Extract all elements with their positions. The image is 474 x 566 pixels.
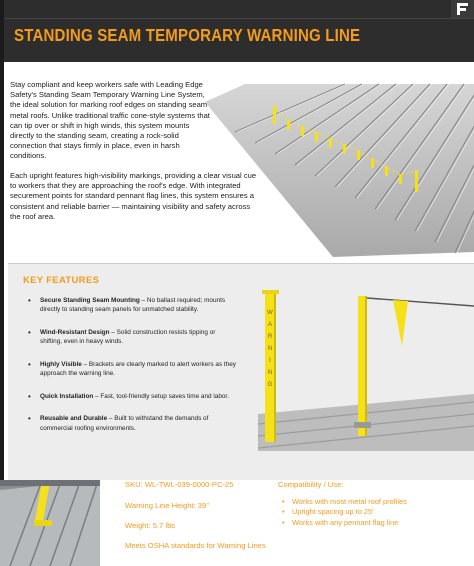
intro-paragraph-2: Each upright features high-visibility markings, providing a clear visual cue to workers that they are approaching the roof's edge. With integrated securement points for standard pennant flag lines, this system ensures a consistent and reliable barrier — maintaining visibility and safety across the roof area. — [10, 171, 257, 221]
brand-logo-icon — [451, 0, 474, 18]
feature-name: Highly Visible — [40, 360, 82, 368]
header-bar — [0, 0, 474, 62]
feature-item — [26, 360, 236, 378]
roof-illustration — [205, 82, 474, 257]
feature-item — [26, 414, 236, 432]
compatibility-item: • Upright spacing up to 25' — [282, 507, 407, 517]
header-rule — [0, 18, 474, 19]
feature-name: Reusable and Durable — [40, 415, 108, 423]
section-divider — [8, 263, 474, 264]
feature-item — [26, 328, 236, 346]
key-features-title: KEY FEATURES — [23, 275, 100, 286]
post-warning-label: W A R N I N G — [267, 310, 273, 388]
sku-text: SKU: WL-TWL-039-0000-PC-25 — [125, 480, 234, 489]
spec-height: Warning Line Height: 39" — [125, 501, 209, 510]
upright-post-photo — [258, 284, 474, 451]
feature-list — [26, 296, 236, 446]
page-title: STANDING SEAM TEMPORARY WARNING LINE — [14, 25, 361, 45]
feature-desc: – Solid construction resists tipping or shifting, even in heavy winds. — [40, 328, 216, 346]
intro-paragraph-1: Stay compliant and keep workers safe with Leading Edge Safety's Standing Seam Temporary Warning Line System, the ideal solution for marking roof edges on standing seam metal roofs. Unlike traditional traffic cone-style systems that can tip over or shift in high winds, this system mounts directly to the standing seam, creating a rock-solid connection that stays firmly in place, even in harsh conditions. — [10, 80, 210, 161]
feature-item — [26, 392, 236, 401]
compatibility-item: • Works with most metal roof profiles — [282, 497, 407, 507]
feature-name: Wind-Resistant Design — [40, 328, 110, 336]
compatibility-item: • Works with any pennant flag line — [282, 518, 407, 528]
feature-name: Secure Standing Seam Mounting — [40, 297, 140, 304]
spec-weight: Weight: 5.7 lbs — [125, 521, 176, 530]
intro-text — [10, 80, 215, 170]
feature-item — [26, 296, 236, 314]
feature-desc: – Fast, tool-friendly setup saves time and labor. — [93, 392, 229, 400]
feature-desc: – No ballast required; mounts directly to standing seam panels for unmatched stability. — [40, 297, 226, 314]
feature-name: Quick Installation — [40, 392, 94, 400]
roof-edge-photo — [0, 480, 100, 566]
compatibility-title: Compatibility / Use: — [278, 480, 344, 489]
spec-osha: Meets OSHA standards for Warning Lines — [125, 541, 266, 550]
compatibility-list — [282, 497, 407, 528]
feature-desc: – Brackets are clearly marked to alert workers as they approach the warning line. — [40, 360, 236, 378]
feature-desc: – Built to withstand the demands of commercial roofing environments. — [40, 415, 209, 432]
